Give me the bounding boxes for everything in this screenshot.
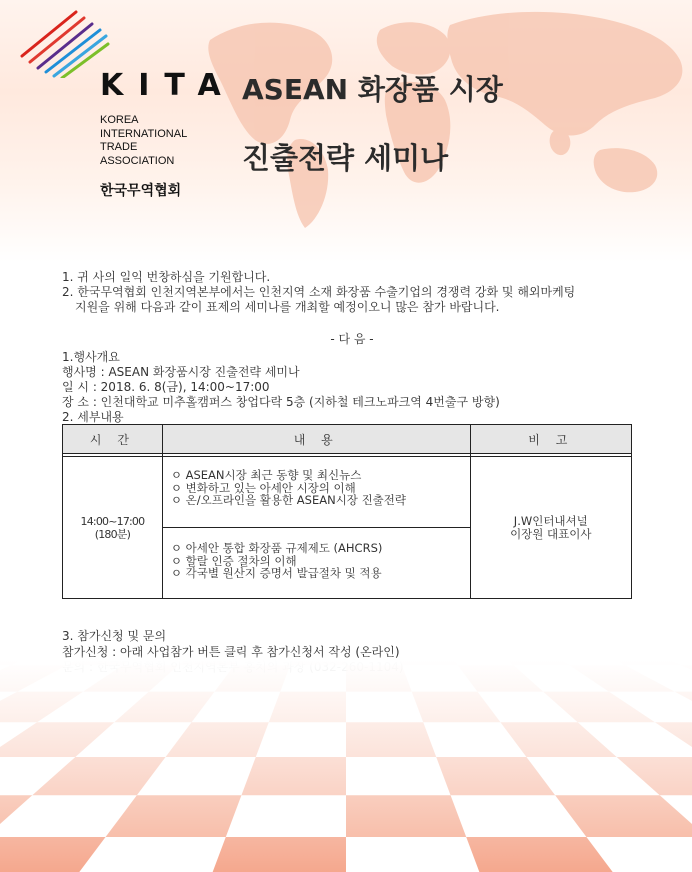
logo-name-line: KOREA xyxy=(100,114,139,126)
table-row xyxy=(63,457,632,528)
details-heading: 2. 세부내용 xyxy=(62,410,124,424)
header-banner xyxy=(0,0,692,262)
registration-apply: 참가신청 : 아래 사업참가 버튼 클릭 후 참가신청서 작성 (온라인) xyxy=(62,644,400,659)
kita-logo-korean: 한국무역협회 xyxy=(100,183,182,199)
notice-divider: - 다 음 - xyxy=(330,332,374,346)
content-cell-2 xyxy=(162,528,470,599)
kita-logo-icon xyxy=(18,8,110,78)
duration: (180분) xyxy=(94,527,131,541)
list-item: ㅇ ASEAN시장 최근 동향 및 최신뉴스 xyxy=(170,468,362,482)
column-header-note: 비 고 xyxy=(470,425,631,454)
table-header-row xyxy=(63,425,632,454)
page-title-line2: 진출전략 세미나 xyxy=(242,141,449,175)
event-place: 장 소 : 인천대학교 미추홀캠퍼스 창업다락 5층 (지하철 테크노파크역 4번출구 방향) xyxy=(62,395,500,409)
speaker-company: J.W인터내셔널 xyxy=(513,513,588,528)
intro-section xyxy=(62,270,642,425)
logo-name-line: INTERNATIONAL xyxy=(100,127,188,140)
list-item: ㅇ 변화하고 있는 아세안 시장의 이해 xyxy=(170,480,356,495)
speaker-name: 이장원 대표이사 xyxy=(510,526,592,541)
schedule-table xyxy=(62,424,632,599)
kita-logo-letters: KITA xyxy=(100,68,236,103)
time-range: 14:00~17:00 xyxy=(80,514,145,528)
intro-line: 1. 귀 사의 일익 번창하심을 기원합니다. xyxy=(62,270,271,284)
list-item: ㅇ 할랄 인증 절차의 이해 xyxy=(170,553,297,568)
world-map-background xyxy=(200,0,692,230)
list-item: ㅇ 각국별 원산지 증명서 발급절차 및 적용 xyxy=(170,566,382,580)
logo-name-line: TRADE xyxy=(100,141,138,153)
overview-heading: 1.행사개요 xyxy=(62,350,120,364)
registration-heading: 3. 참가신청 및 문의 xyxy=(62,629,167,643)
intro-line: 지원을 위해 다음과 같이 표제의 세미나를 개최할 예정이오니 많은 참가 바랍니다. xyxy=(75,300,500,314)
intro-line: 2. 한국무역협회 인천지역본부에서는 인천지역 소재 화장품 수출기업의 경쟁력 강화 및 해외마케팅 xyxy=(62,285,576,299)
kita-logo-name xyxy=(100,114,220,168)
list-item: ㅇ 아세안 통합 화장품 규제제도 (AHCRS) xyxy=(170,541,383,555)
note-cell xyxy=(470,457,631,599)
content-cell-1 xyxy=(162,457,470,528)
time-cell xyxy=(63,457,163,599)
event-date: 일 시 : 2018. 6. 8(금), 14:00~17:00 xyxy=(62,380,270,394)
column-header-content: 내 용 xyxy=(162,425,470,454)
column-header-time: 시 간 xyxy=(63,425,163,454)
event-name: 행사명 : ASEAN 화장품시장 진출전략 세미나 xyxy=(62,365,300,379)
page-title-line1: ASEAN 화장품 시장 xyxy=(242,73,503,106)
checkered-floor-background xyxy=(0,660,692,872)
list-item: ㅇ 온/오프라인을 활용한 ASEAN시장 진출전략 xyxy=(170,493,407,507)
logo-name-line: ASSOCIATION xyxy=(100,154,175,167)
